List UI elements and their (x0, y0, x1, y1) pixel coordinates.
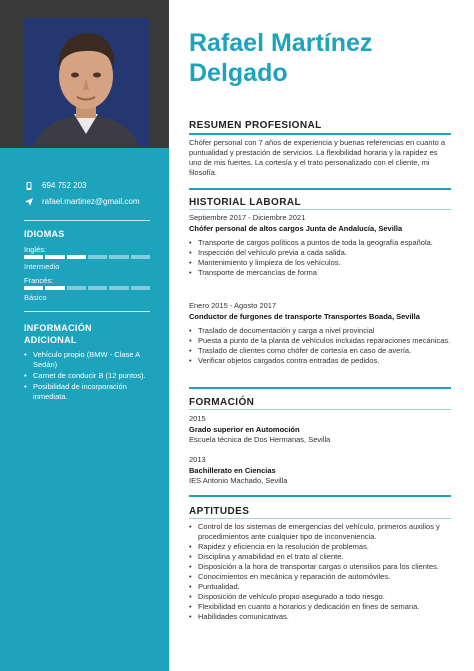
list-item: • Transporte de mercancías de forma (189, 268, 451, 278)
list-item: • Puesta a punto de la planta de vehículos incluidas reparaciones mecánicas. (189, 336, 451, 346)
language-name: Francés: (24, 276, 54, 285)
job-tasks (189, 238, 451, 278)
level-segment (109, 255, 128, 259)
list-item: • Posibilidad de incorporación inmediata. (24, 382, 150, 402)
list-item: • Rapidez y eficiencia en la resolución de problemas. (189, 542, 451, 552)
level-segment (131, 286, 150, 290)
contact-phone[interactable] (24, 181, 87, 190)
phone-number: 694 752 203 (42, 181, 87, 190)
section-rule (189, 495, 451, 497)
list-item: • Conocimientos en mecánica y reparación de automóviles. (189, 572, 451, 582)
language-level-text: Intermedio (24, 262, 60, 271)
list-item: • Mantenimiento y limpieza de los vehículos. (189, 258, 451, 268)
phone-icon (24, 182, 34, 190)
job-dates: Septiembre 2017 - Diciembre 2021 (189, 213, 306, 222)
sidebar-divider (24, 220, 150, 221)
list-item: • Vehículo propio (BMW - Clase A Sedán) (24, 350, 150, 370)
job-dates: Enero 2015 - Agosto 2017 (189, 301, 277, 310)
send-icon (24, 198, 34, 206)
section-rule (189, 409, 451, 410)
level-segment (109, 286, 128, 290)
language-level-bar (24, 286, 150, 290)
education-school: IES Antonio Machado, Sevilla (189, 476, 288, 485)
additional-info-heading: INFORMACIÓN ADICIONAL (24, 323, 92, 345)
list-item: • Disciplina y amabilidad en el trato al cliente. (189, 552, 451, 562)
section-rule (189, 209, 451, 210)
job-tasks (189, 326, 451, 366)
list-item: • Disposición a la hora de transportar cargas o utensilios para los clientes. (189, 562, 451, 572)
level-segment (45, 286, 64, 290)
contact-email[interactable] (24, 197, 139, 206)
level-segment (24, 255, 43, 259)
language-name: Inglés: (24, 245, 47, 254)
language-level-bar (24, 255, 150, 259)
list-item: • Control de los sistemas de emergencias del vehículo, primeros auxilios y procedimientos ante cualquier tipo de inconveniencia. (189, 522, 451, 542)
list-item: • Puntualidad. (189, 582, 451, 592)
section-rule (189, 518, 451, 519)
list-item: • Verificar objetos cargados contra entradas de pedidos. (189, 356, 451, 366)
list-item: • Disposición de vehículo propio asegurado a todo riesgo. (189, 592, 451, 602)
languages-heading: IDIOMAS (24, 229, 65, 239)
level-segment (67, 286, 86, 290)
list-item: • Flexibilidad en cuanto a horarios y dedicación en fines de semana. (189, 602, 451, 612)
email-address: rafael.martinez@gmail.com (42, 197, 140, 206)
list-item: • Habilidades comunicativas. (189, 612, 451, 622)
section-rule (189, 133, 451, 135)
level-segment (131, 255, 150, 259)
language-code: B1 (445, 245, 455, 254)
list-item: • Transporte de cargos políticos a puntos de toda la geografía española. (189, 238, 451, 248)
education-heading: FORMACIÓN (189, 397, 255, 408)
education-title: Bachillerato en Ciencias (189, 466, 276, 475)
person-name (189, 28, 459, 88)
additional-info-list (24, 350, 150, 403)
level-segment (24, 286, 43, 290)
summary-heading: RESUMEN PROFESIONAL (189, 120, 322, 131)
list-item: • Traslado de documentación y carga a nivel provincial (189, 326, 451, 336)
language-level-text: Básico (24, 293, 47, 302)
skills-list (189, 522, 451, 622)
level-segment (45, 255, 64, 259)
sidebar-divider (24, 311, 150, 312)
name-line-2: Delgado (189, 59, 288, 87)
education-school: Escuela técnica de Dos Hermanas, Sevilla (189, 435, 331, 444)
name-line-1: Rafael Martínez (189, 29, 373, 57)
summary-text: Chófer personal con 7 años de experiencia y buenas referencias en cuanto a puntualidad y prestación de servicios. La flexibilidad horaria y la rapidez es uno de mis fuertes. La cortesía y el trato personalizado con el cliente, mi filosofía. (189, 138, 445, 177)
section-rule (189, 387, 451, 389)
education-title: Grado superior en Automoción (189, 425, 300, 434)
level-segment (67, 255, 86, 259)
level-segment (88, 286, 107, 290)
list-item: • Carnet de conducir B (12 puntos). (24, 371, 150, 381)
level-segment (88, 255, 107, 259)
list-item: • Traslado de clientes como chófer de cortesía en caso de avería. (189, 346, 451, 356)
education-year: 2013 (189, 455, 206, 464)
list-item: • Inspección del vehículo previa a cada salida. (189, 248, 451, 258)
section-rule (189, 188, 451, 190)
language-code: A2 (445, 276, 455, 285)
skills-heading: APTITUDES (189, 506, 250, 517)
job-title: Chófer personal de altos cargos Junta de Andalucía, Sevilla (189, 224, 403, 233)
job-title: Conductor de furgones de transporte Transportes Boada, Sevilla (189, 312, 420, 321)
experience-heading: HISTORIAL LABORAL (189, 197, 301, 208)
profile-photo (24, 18, 149, 146)
education-year: 2015 (189, 414, 206, 423)
